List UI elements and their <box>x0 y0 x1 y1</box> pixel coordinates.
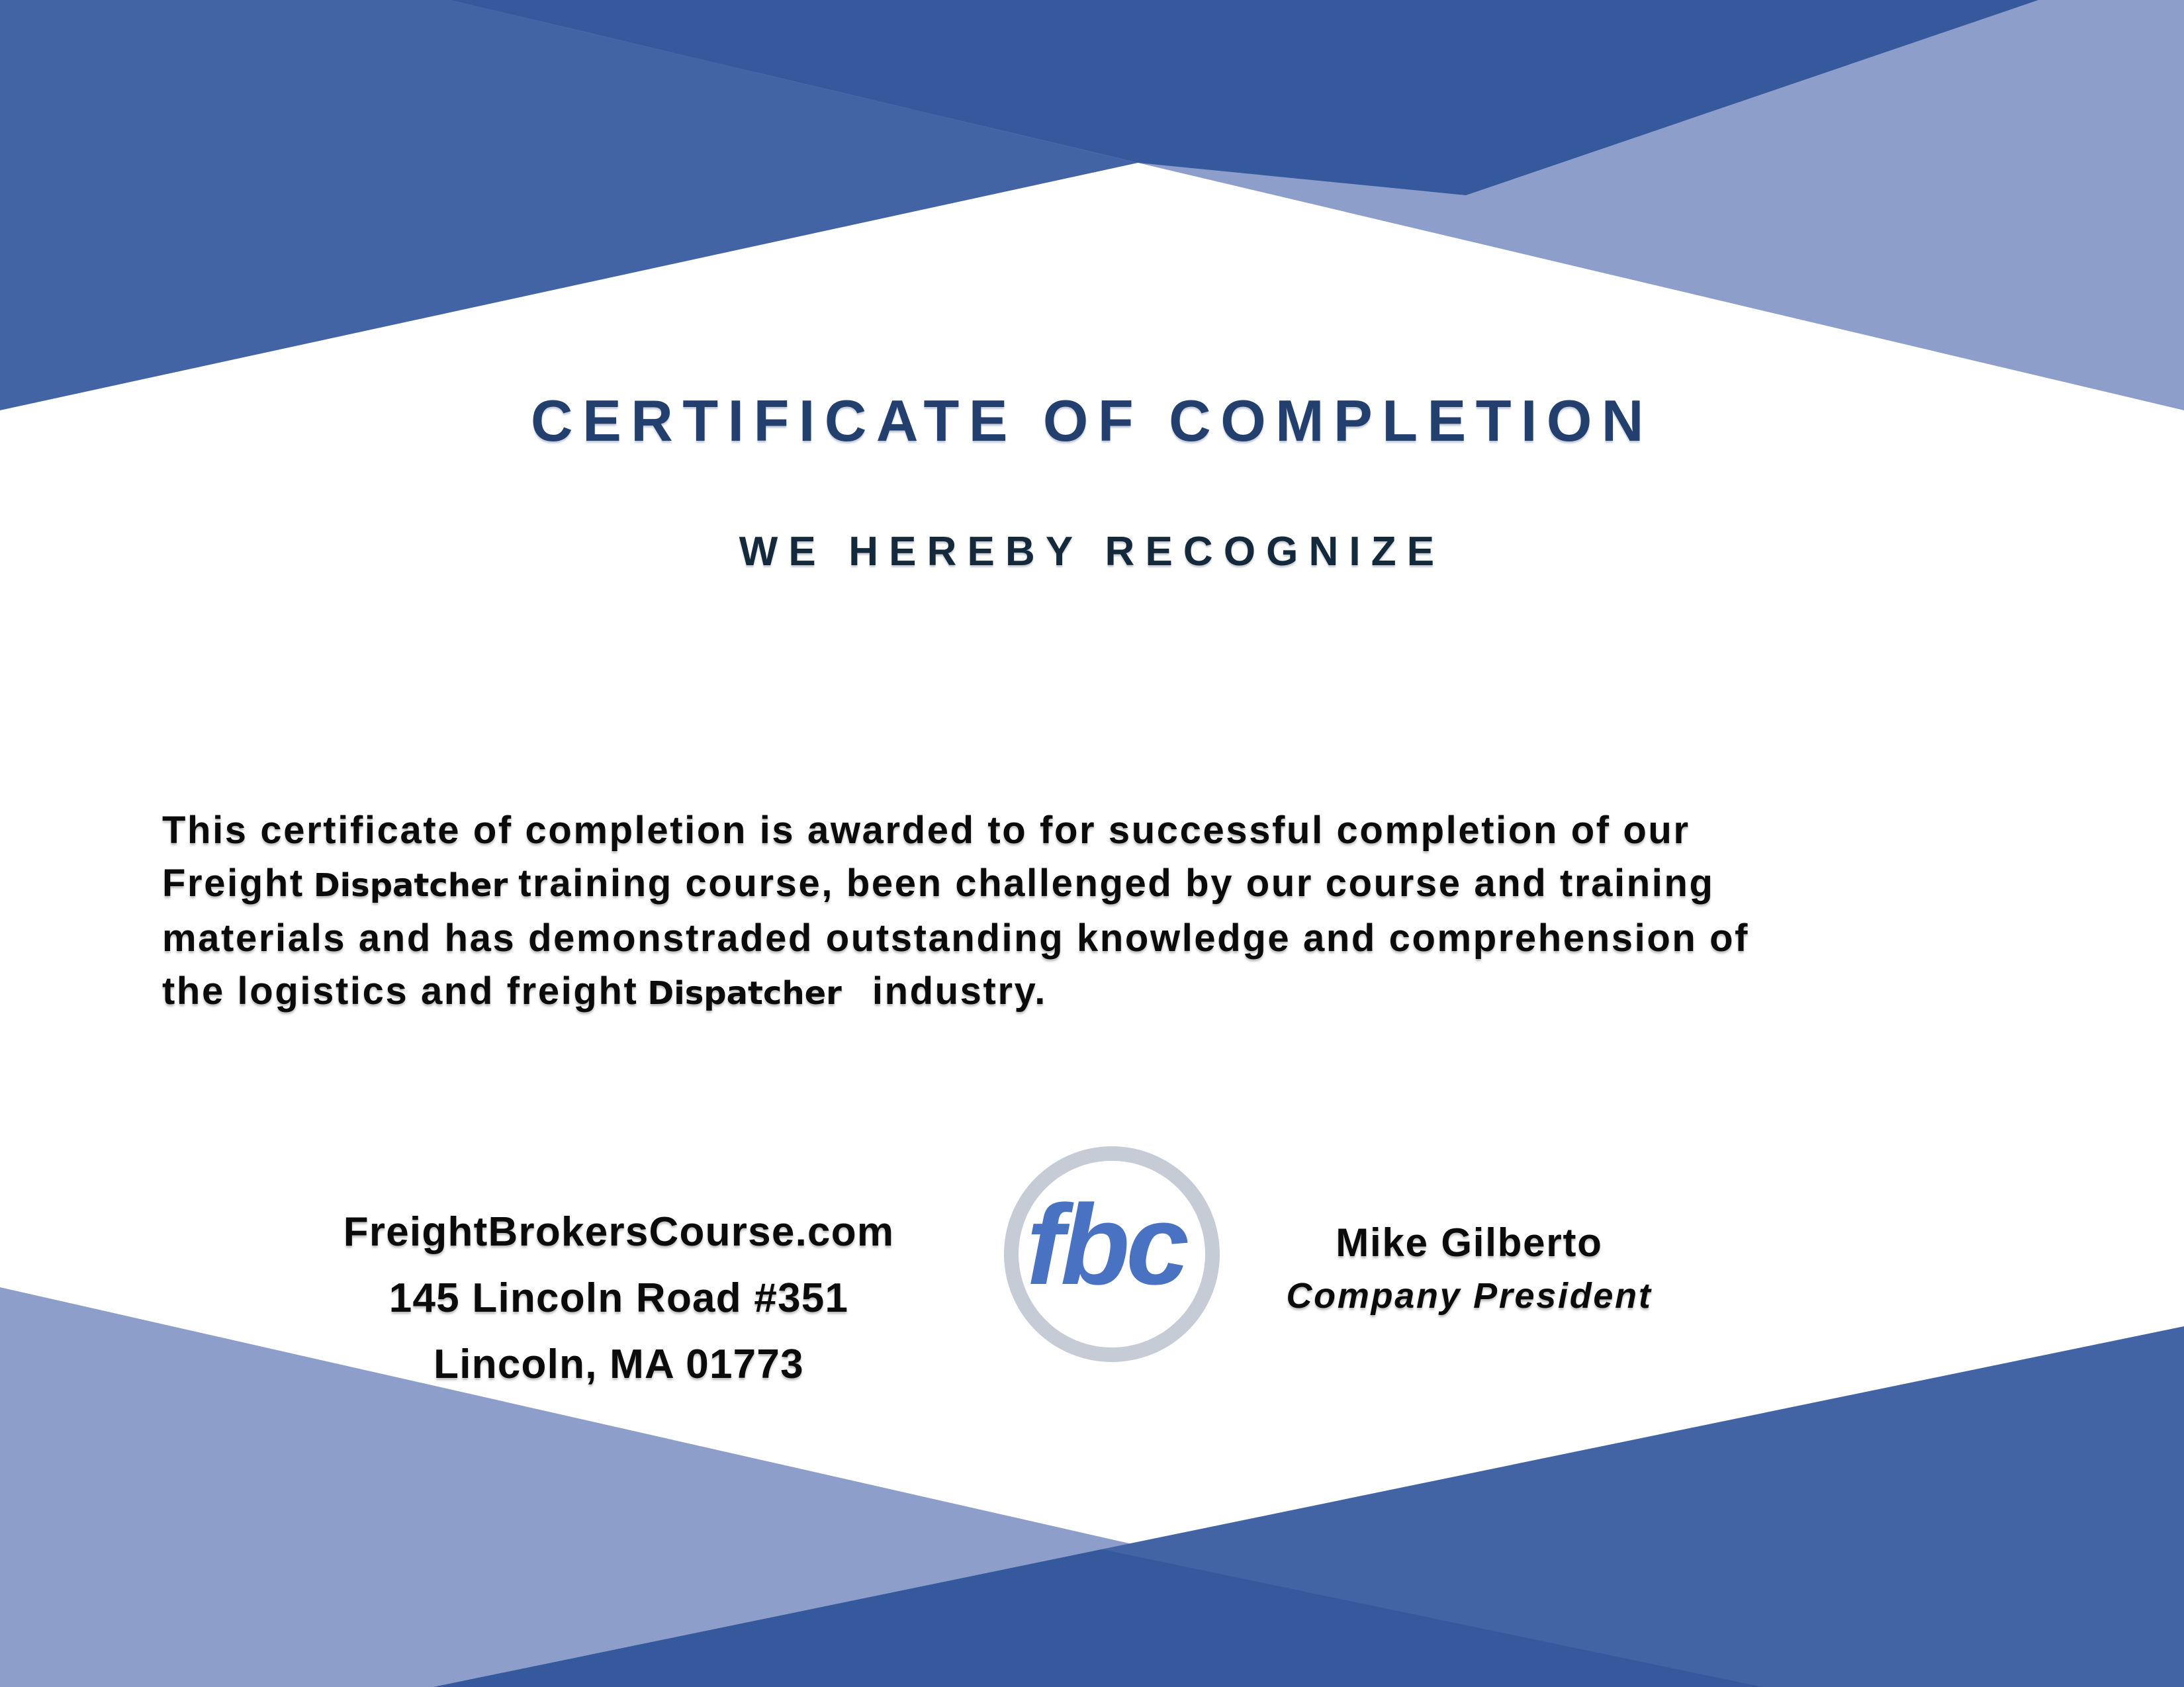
issuer-address-line-1: 145 Lincoln Road #351 <box>388 1275 849 1321</box>
body-line-2 <box>162 857 1749 912</box>
body-line-4 <box>162 965 1749 1020</box>
course-type-value: Dispatcher <box>313 867 508 904</box>
body-line-4-suffix: industry. <box>872 970 1047 1013</box>
body-line-3-text: materials and has demonstraded outstanding knowledge and comprehension of <box>162 917 1750 960</box>
issuer-address-block <box>232 1199 1006 1398</box>
signer-title: Company President <box>1286 1276 1653 1316</box>
issuer-website: FreightBrokersCourse.com <box>343 1209 895 1255</box>
body-line-1-text: This certificate of completion is awarded to for successful completion of our <box>162 809 1690 852</box>
body-line-2-prefix: Freight <box>162 862 304 905</box>
body-line-4-prefix: the logistics and freight <box>162 970 639 1013</box>
body-line-2-suffix: training course, been challenged by our course and training <box>518 862 1715 905</box>
body-line-3 <box>162 912 1749 965</box>
certificate-body-paragraph <box>162 804 1749 1020</box>
certificate-title: CERTIFICATE OF COMPLETION <box>531 388 1653 453</box>
industry-type-value: Dispatcher <box>647 975 842 1012</box>
issuer-address-line-2: Lincoln, MA 01773 <box>433 1342 804 1387</box>
certificate-subtitle: WE HEREBY RECOGNIZE <box>739 529 1445 574</box>
fbc-logo <box>1004 1146 1220 1362</box>
signer-block <box>1238 1216 1701 1322</box>
fbc-logo-text: fbc <box>1026 1181 1185 1308</box>
body-line-1 <box>162 804 1749 857</box>
signer-name: Mike Gilberto <box>1336 1220 1603 1265</box>
